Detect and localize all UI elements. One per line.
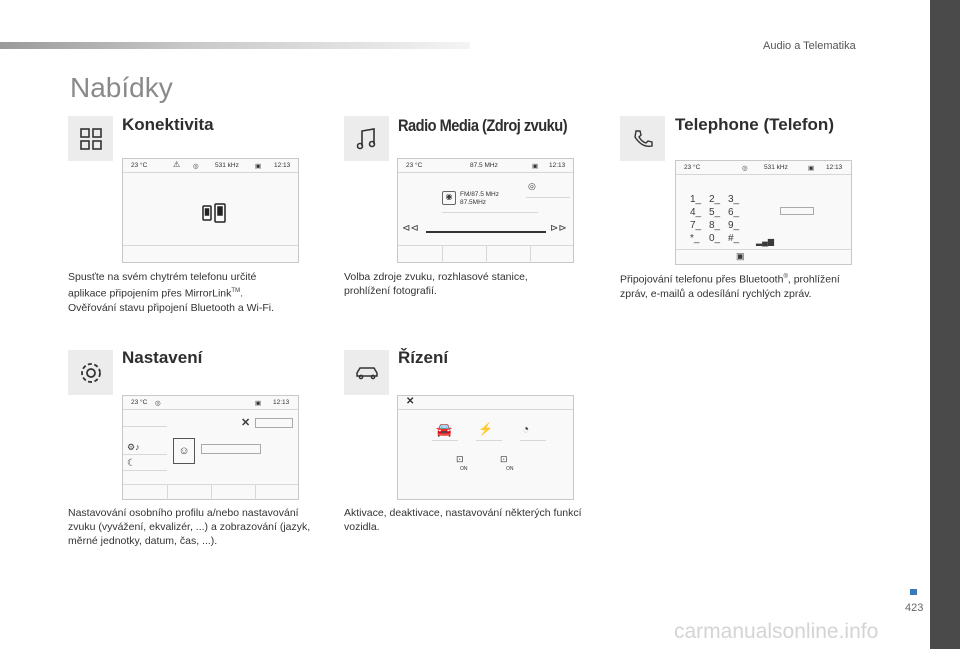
time-readout: 12:13 xyxy=(274,162,291,169)
keypad-key[interactable]: 0_ xyxy=(709,233,721,244)
broadcast-icon[interactable]: ◎ xyxy=(528,181,536,191)
media-icon: ▣ xyxy=(532,163,539,170)
section-title-konektivita: Konektivita xyxy=(122,115,214,134)
temp-readout: 23 °C xyxy=(406,162,423,169)
profile-icon[interactable]: ☺ xyxy=(173,438,195,464)
energy-icon[interactable]: ⚡ xyxy=(478,422,493,436)
status-bar xyxy=(398,159,573,173)
close-icon[interactable]: ✕ xyxy=(241,417,251,429)
time-readout: 12:13 xyxy=(549,162,566,169)
page-title: Nabídky xyxy=(70,72,173,103)
media-icon: ▣ xyxy=(255,163,262,170)
page-marker xyxy=(910,589,917,595)
media-icon[interactable]: ▣ xyxy=(736,251,745,261)
desc-line: Spusťte na svém chytrém telefonu určité xyxy=(68,271,257,283)
signal-icon: ▂▄▆ xyxy=(756,237,774,246)
on-label-2: ON xyxy=(506,466,514,472)
section-title-telephone: Telephone (Telefon) xyxy=(675,115,834,134)
section-title-rizeni: Řízení xyxy=(398,348,449,367)
desc-line: aplikace připojením přes MirrorLink™. xyxy=(68,287,243,300)
temp-readout: 23 °C xyxy=(131,399,148,406)
car-function-icon[interactable]: 🚘 xyxy=(436,422,453,437)
freq-readout: 531 kHz xyxy=(764,164,788,171)
section-title-radio: Radio Media (Zdroj zvuku) xyxy=(398,116,568,135)
keypad-key[interactable]: 6_ xyxy=(728,207,740,218)
keypad-key[interactable]: 1_ xyxy=(690,194,702,205)
dial-keypad xyxy=(690,193,750,245)
profile-field[interactable] xyxy=(201,444,261,454)
konektivita-screen xyxy=(122,158,299,263)
phone-link-icon[interactable] xyxy=(201,203,227,228)
nastaveni-description: Nastavování osobního profilu a/nebo nastavování zvuku (vyvážení, ekvalizér, ...) a zobrazování (jazyk, měrné jednotky, datum, čas, ...). xyxy=(68,507,311,547)
keypad-key[interactable]: 2_ xyxy=(709,194,721,205)
status-bar xyxy=(123,159,298,173)
station-label-1: FM/87.5 MHz xyxy=(460,191,500,198)
telephone-screen xyxy=(675,160,852,265)
status-bar xyxy=(123,396,298,410)
warning-icon: ⚠ xyxy=(173,160,181,169)
on-label-1: ON xyxy=(460,466,468,472)
desc-line: Ověřování stavu připojení Bluetooth a Wi-Fi. xyxy=(68,301,275,314)
station-label-2: 87.5MHz xyxy=(460,199,487,206)
header-section-title: Audio a Telematika xyxy=(763,40,856,52)
telephone-description xyxy=(620,270,890,301)
music-note-icon xyxy=(344,116,389,161)
header-gradient-bar xyxy=(0,42,470,49)
audio-settings-icon[interactable]: ⚙♪ xyxy=(127,442,140,452)
freq-readout: 87.5 MHz xyxy=(470,162,498,169)
antenna-icon: ◎ xyxy=(193,163,199,170)
radio-wave-icon[interactable]: ◉ xyxy=(442,191,456,205)
radio-description: Volba zdroje zvuku, rozhlasové stanice, prohlížení fotografií. xyxy=(344,271,528,297)
seek-back-icon[interactable]: ⊲⊲ xyxy=(402,223,419,234)
keypad-key[interactable]: 4_ xyxy=(690,207,702,218)
keypad-key[interactable]: 3_ xyxy=(728,194,740,205)
close-icon[interactable]: ✕ xyxy=(406,396,415,407)
speedometer-icon[interactable]: ◔ xyxy=(522,422,530,436)
keypad-key[interactable]: 9_ xyxy=(728,220,740,231)
keypad-key[interactable]: *_ xyxy=(690,233,700,244)
seek-forward-icon[interactable]: ⊳⊳ xyxy=(550,223,567,234)
keypad-key[interactable]: 5_ xyxy=(709,207,721,218)
keypad-key[interactable]: #_ xyxy=(728,233,740,244)
status-bar xyxy=(676,161,851,175)
radio-screen xyxy=(397,158,574,263)
right-sidebar-bar xyxy=(930,0,960,649)
media-icon: ▣ xyxy=(255,400,262,407)
status-bar xyxy=(398,396,573,410)
antenna-icon: ◎ xyxy=(155,400,161,407)
assist-icon[interactable]: ⊡ xyxy=(456,454,464,464)
settings-gear-icon xyxy=(68,350,113,395)
keypad-key[interactable]: 8_ xyxy=(709,220,721,231)
page-number: 423 xyxy=(905,602,924,614)
antenna-icon: ◎ xyxy=(742,165,748,172)
nastaveni-screen xyxy=(122,395,299,500)
temp-readout: 23 °C xyxy=(684,164,701,171)
night-mode-icon[interactable]: ☾ xyxy=(127,458,136,469)
connectivity-icon xyxy=(68,116,113,161)
time-readout: 12:13 xyxy=(273,399,290,406)
time-readout: 12:13 xyxy=(826,164,843,171)
rizeni-description: Aktivace, deaktivace, nastavování některých funkcí vozidla. xyxy=(344,507,582,533)
desc-line: Připojování telefonu přes Bluetooth®, prohlížení xyxy=(620,273,840,286)
media-icon: ▣ xyxy=(808,165,815,172)
temp-readout: 23 °C xyxy=(131,162,148,169)
section-title-nastaveni: Nastavení xyxy=(122,348,203,367)
settings-field[interactable] xyxy=(255,418,293,428)
phone-handset-icon xyxy=(620,116,665,161)
frequency-slider[interactable] xyxy=(426,231,546,233)
watermark: carmanualsonline.info xyxy=(674,620,879,643)
keypad-key[interactable]: 7_ xyxy=(690,220,702,231)
car-icon xyxy=(344,350,389,395)
park-assist-icon[interactable]: ⊡ xyxy=(500,454,508,464)
konektivita-description xyxy=(68,270,313,315)
freq-readout: 531 kHz xyxy=(215,162,239,169)
rizeni-screen xyxy=(397,395,574,500)
number-display-field[interactable] xyxy=(780,207,814,215)
desc-line: zpráv, e-mailů a odesílání rychlých zpráv. xyxy=(620,287,812,300)
